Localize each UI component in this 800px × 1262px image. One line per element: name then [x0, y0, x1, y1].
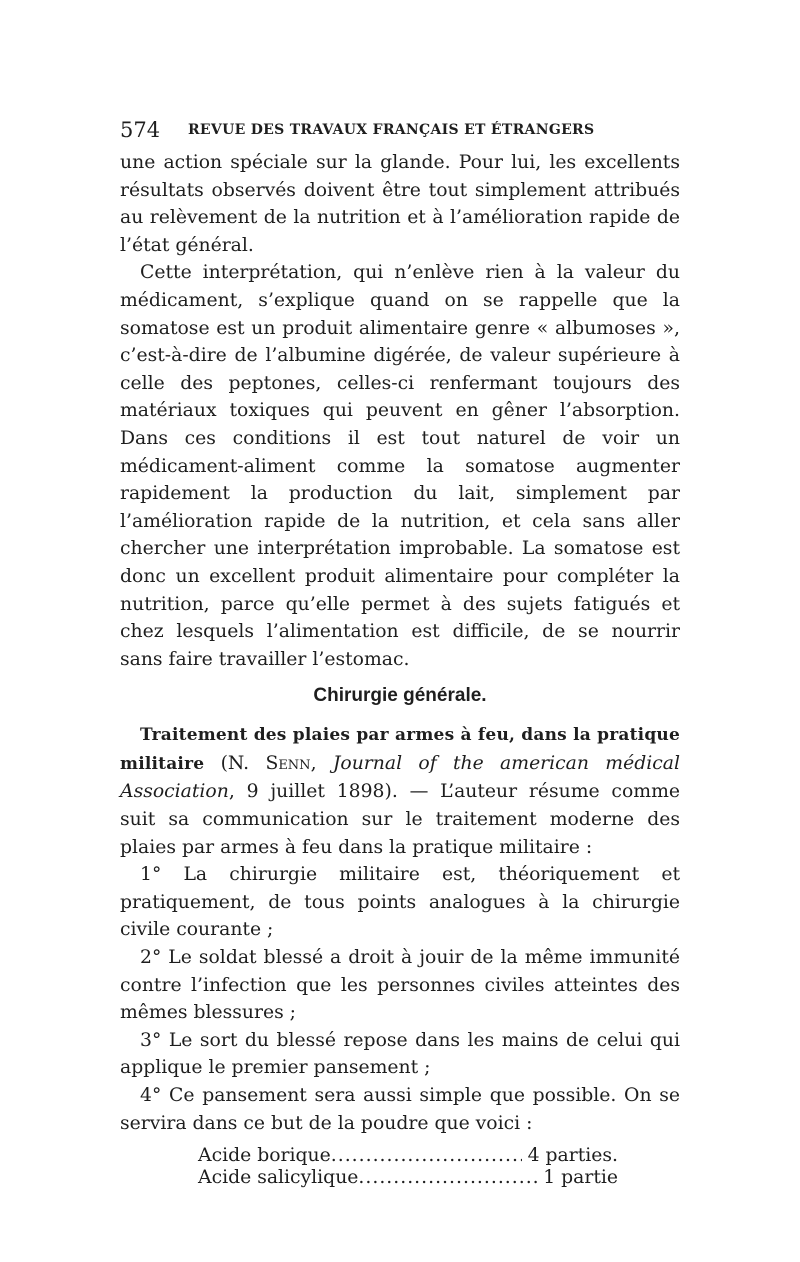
paragraph-continuation: une action spéciale sur la glande. Pour lui, les excellents résultats observés doivent être tout simplement attribués au relèvement de la nutrition et à l’amélioration rapide de l’état général. [120, 152, 680, 256]
ingredient-name: Acide salicylique [198, 1167, 359, 1189]
page-number: 574 [120, 118, 161, 142]
ingredient-quantity: 4 parties. [527, 1145, 618, 1167]
page-header [120, 117, 680, 143]
running-head: REVUE DES TRAVAUX FRANÇAIS ET ÉTRANGERS [188, 122, 595, 138]
citation-open: (N. [204, 752, 266, 774]
ingredient-name: Acide borique [198, 1145, 331, 1167]
recipe-row [198, 1145, 618, 1167]
list-item: 3° Le sort du blessé repose dans les mains de celui qui applique le premier pansement ; [120, 1029, 680, 1079]
section-title: Chirurgie générale. [313, 685, 487, 707]
list-item: 1° La chirurgie militaire est, théoriquement et pratiquement, de tous points analogues à la chirurgie civile courante ; [120, 864, 680, 941]
page-body [120, 149, 680, 1189]
article-paragraph [120, 721, 680, 861]
article-title: Traitement des plaies par armes à feu, dans la pratique militaire [120, 725, 680, 774]
list-item: 4° Ce pansement sera aussi simple que possible. On se servira dans ce but de la poudre que voici : [120, 1085, 680, 1134]
article-author: Senn [265, 752, 311, 774]
recipe-row [198, 1167, 618, 1189]
recipe-table [198, 1145, 618, 1189]
leader-dots [358, 1167, 537, 1189]
citation-rest: , 9 juillet 1898). — L’auteur résume comme suit sa communication sur le traitement moderne des plaies par armes à feu dans la pratique militaire : [120, 781, 680, 858]
paragraph-interpretation: Cette interprétation, qui n’enlève rien à la valeur du médicament, s’explique quand on se rappelle que la somatose est un produit alimentaire genre « albumoses », c’est-à-dire de l’albumine digérée, de valeur supérieure à celle des peptones, celles-ci renfermant toujours des matériaux toxiques qui peuvent en gêner l’absorption. Dans ces conditions il est tout naturel de voir un médicament-aliment comme la somatose augmenter rapidement la production du lait, simplement par l’amélioration rapide de la nutrition, et cela sans aller chercher une interprétation improbable. La somatose est donc un excellent produit alimentaire pour compléter la nutrition, parce qu’elle permet à des sujets fatigués et chez lesquels l’alimentation est difficile, de se nourrir sans faire travailler l’estomac. [120, 262, 680, 670]
journal-name: Journal of the american médical Association [120, 752, 680, 803]
leader-dots [331, 1145, 522, 1167]
ingredient-quantity: 1 partie [543, 1167, 618, 1189]
list-item: 2° Le soldat blessé a droit à jouir de la même immunité contre l’infection que les personnes civiles atteintes des mêmes blessures ; [120, 947, 680, 1024]
citation-separator: , [310, 752, 333, 774]
